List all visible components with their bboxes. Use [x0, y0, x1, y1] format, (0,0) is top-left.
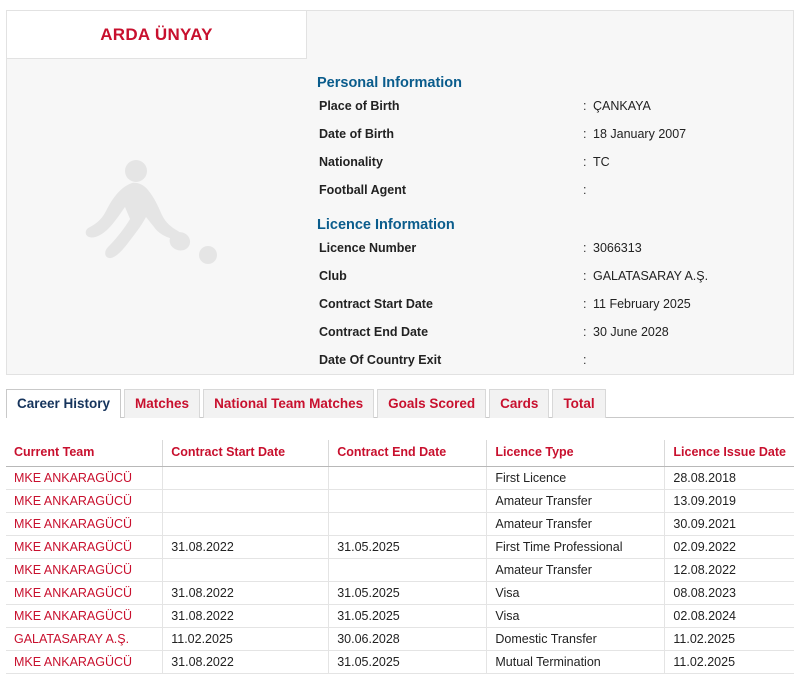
cell-licence-type: First Licence: [487, 467, 665, 490]
separator: :: [583, 241, 587, 255]
cell-licence-type: Amateur Transfer: [487, 559, 665, 582]
cell-licence-issue-date: 08.08.2023: [665, 582, 794, 605]
info-row-licence-number: [315, 241, 795, 269]
tab-cards[interactable]: Cards: [489, 389, 549, 418]
cell-contract-end-date: [329, 467, 487, 490]
cell-contract-end-date: [329, 513, 487, 536]
player-name-tab: [7, 11, 307, 59]
cell-current-team: MKE ANKARAGÜCÜ: [6, 467, 163, 490]
cell-current-team: MKE ANKARAGÜCÜ: [6, 651, 163, 674]
separator: :: [583, 297, 587, 311]
label-contract-start-date: Contract Start Date: [319, 297, 433, 311]
table-header: [6, 440, 794, 467]
cell-contract-start-date: [163, 513, 329, 536]
cell-licence-issue-date: 02.09.2022: [665, 536, 794, 559]
tab-goals-scored[interactable]: Goals Scored: [377, 389, 486, 418]
cell-contract-end-date: 31.05.2025: [329, 651, 487, 674]
value-date-of-birth: 18 January 2007: [593, 127, 687, 141]
tab-career-history[interactable]: Career History: [6, 389, 121, 418]
table-row: [6, 651, 794, 674]
info-row-place-of-birth: [315, 99, 795, 127]
label-date-of-country-exit: Date Of Country Exit: [319, 353, 442, 367]
cell-licence-issue-date: 28.08.2018: [665, 467, 794, 490]
cell-licence-type: Mutual Termination: [487, 651, 665, 674]
table-body: [6, 467, 794, 674]
label-nationality: Nationality: [319, 155, 383, 169]
separator: :: [583, 353, 587, 367]
label-contract-end-date: Contract End Date: [319, 325, 429, 339]
cell-current-team: MKE ANKARAGÜCÜ: [6, 605, 163, 628]
label-licence-number: Licence Number: [319, 241, 417, 255]
cell-contract-end-date: [329, 490, 487, 513]
label-date-of-birth: Date of Birth: [319, 127, 394, 141]
cell-licence-type: Amateur Transfer: [487, 490, 665, 513]
cell-contract-start-date: 31.08.2022: [163, 582, 329, 605]
info-row-contract-start-date: [315, 297, 795, 325]
tab-strip: [6, 386, 794, 418]
cell-contract-start-date: 31.08.2022: [163, 605, 329, 628]
column-header-current-team[interactable]: Current Team: [6, 440, 163, 467]
separator: :: [583, 269, 587, 283]
table-row: [6, 628, 794, 651]
separator: :: [583, 155, 587, 169]
column-header-contract-end-date[interactable]: Contract End Date: [329, 440, 487, 467]
info-row-date-of-country-exit: [315, 353, 795, 381]
info-row-club: [315, 269, 795, 297]
column-header-licence-type[interactable]: Licence Type: [487, 440, 665, 467]
player-card: [6, 10, 794, 375]
personal-information-title: Personal Information: [317, 75, 463, 91]
cell-contract-start-date: [163, 559, 329, 582]
value-club: GALATASARAY A.Ş.: [593, 269, 709, 283]
cell-contract-end-date: 31.05.2025: [329, 582, 487, 605]
player-info-panel: [307, 61, 795, 381]
cell-contract-start-date: [163, 467, 329, 490]
cell-licence-issue-date: 12.08.2022: [665, 559, 794, 582]
table-row: [6, 467, 794, 490]
cell-licence-issue-date: 02.08.2024: [665, 605, 794, 628]
table-row: [6, 559, 794, 582]
cell-current-team: MKE ANKARAGÜCÜ: [6, 536, 163, 559]
cell-licence-issue-date: 11.02.2025: [665, 651, 794, 674]
tab-total[interactable]: Total: [552, 389, 605, 418]
value-contract-end-date: 30 June 2028: [593, 325, 669, 339]
table-row: [6, 582, 794, 605]
cell-current-team: MKE ANKARAGÜCÜ: [6, 559, 163, 582]
cell-licence-type: Visa: [487, 605, 665, 628]
player-photo: [7, 59, 307, 375]
column-header-licence-issue-date[interactable]: Licence Issue Date: [665, 440, 794, 467]
career-history-table: [6, 440, 794, 674]
football-player-silhouette-icon: [72, 157, 242, 277]
info-row-contract-end-date: [315, 325, 795, 353]
label-football-agent: Football Agent: [319, 183, 407, 197]
cell-licence-issue-date: 13.09.2019: [665, 490, 794, 513]
cell-contract-end-date: 31.05.2025: [329, 605, 487, 628]
cell-contract-start-date: 31.08.2022: [163, 651, 329, 674]
cell-contract-start-date: [163, 490, 329, 513]
column-header-contract-start-date[interactable]: Contract Start Date: [163, 440, 329, 467]
cell-licence-issue-date: 11.02.2025: [665, 628, 794, 651]
cell-contract-start-date: 11.02.2025: [163, 628, 329, 651]
info-row-football-agent: [315, 183, 795, 211]
cell-current-team: GALATASARAY A.Ş.: [6, 628, 163, 651]
table-header-row: [6, 440, 794, 467]
cell-contract-end-date: [329, 559, 487, 582]
separator: :: [583, 183, 587, 197]
licence-information-title: Licence Information: [317, 217, 455, 233]
info-row-date-of-birth: [315, 127, 795, 155]
cell-contract-end-date: 31.05.2025: [329, 536, 487, 559]
tab-national-team-matches[interactable]: National Team Matches: [203, 389, 374, 418]
table-row: [6, 605, 794, 628]
separator: :: [583, 325, 587, 339]
separator: :: [583, 127, 587, 141]
cell-contract-end-date: 30.06.2028: [329, 628, 487, 651]
table-row: [6, 513, 794, 536]
cell-licence-issue-date: 30.09.2021: [665, 513, 794, 536]
cell-current-team: MKE ANKARAGÜCÜ: [6, 513, 163, 536]
label-club: Club: [319, 269, 347, 283]
cell-licence-type: Domestic Transfer: [487, 628, 665, 651]
value-place-of-birth: ÇANKAYA: [593, 99, 651, 113]
info-row-nationality: [315, 155, 795, 183]
cell-current-team: MKE ANKARAGÜCÜ: [6, 582, 163, 605]
value-contract-start-date: 11 February 2025: [593, 297, 691, 311]
cell-licence-type: Amateur Transfer: [487, 513, 665, 536]
table-row: [6, 536, 794, 559]
cell-contract-start-date: 31.08.2022: [163, 536, 329, 559]
page-title: ARDA ÜNYAY: [100, 24, 213, 44]
value-nationality: TC: [593, 155, 610, 169]
label-place-of-birth: Place of Birth: [319, 99, 400, 113]
cell-licence-type: First Time Professional: [487, 536, 665, 559]
cell-licence-type: Visa: [487, 582, 665, 605]
cell-current-team: MKE ANKARAGÜCÜ: [6, 490, 163, 513]
value-licence-number: 3066313: [593, 241, 642, 255]
tab-matches[interactable]: Matches: [124, 389, 200, 418]
table-row: [6, 490, 794, 513]
separator: :: [583, 99, 587, 113]
